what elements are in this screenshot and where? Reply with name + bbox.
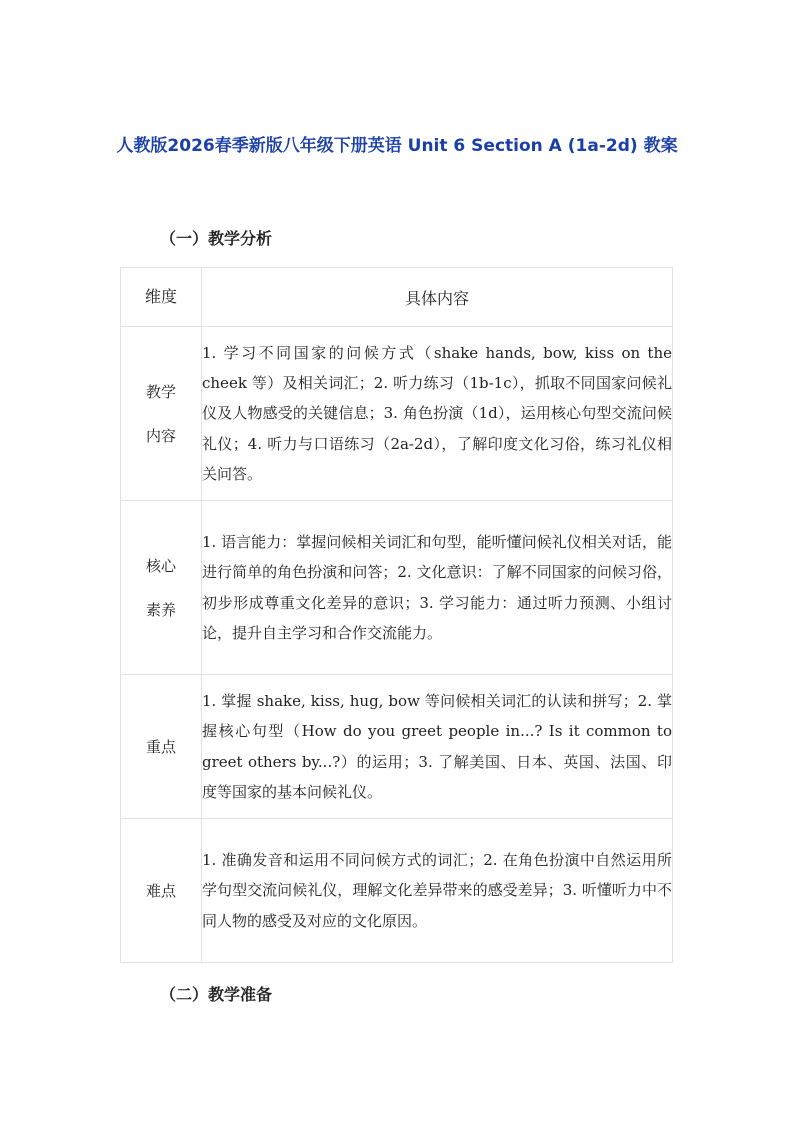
row-dimension-cell xyxy=(121,819,202,963)
row-dimension-cell xyxy=(121,501,202,675)
section-heading-teaching-preparation: （二）教学准备 xyxy=(160,985,273,1004)
row-dimension-label: 核心素养 xyxy=(145,556,176,619)
row-content-cell: 1. 准确发音和运用不同问候方式的词汇；2. 在角色扮演中自然运用所学句型交流问候礼仪，理解文化差异带来的感受差异；3. 听懂听力中不同人物的感受及对应的文化原因。 xyxy=(202,819,673,963)
row-dimension-cell xyxy=(121,675,202,819)
row-dimension-label: 重点 xyxy=(145,737,176,756)
table-header-dimension: 维度 xyxy=(121,268,202,327)
table-header-row xyxy=(121,268,673,327)
table-row xyxy=(121,675,673,819)
teaching-analysis-table xyxy=(120,267,673,963)
document-title: 人教版2026春季新版八年级下册英语 Unit 6 Section A (1a-2d) 教案 xyxy=(116,136,678,156)
table-header-content: 具体内容 xyxy=(202,268,673,327)
table-row xyxy=(121,327,673,501)
row-content-cell: 1. 语言能力：掌握问候相关词汇和句型，能听懂问候礼仪相关对话，能进行简单的角色扮演和问答；2. 文化意识：了解不同国家的问候习俗，初步形成尊重文化差异的意识；3. 学习能力：通过听力预测、小组讨论，提升自主学习和合作交流能力。 xyxy=(202,501,673,675)
row-dimension-cell xyxy=(121,327,202,501)
table-row xyxy=(121,501,673,675)
row-content-cell: 1. 学习不同国家的问候方式（shake hands, bow, kiss on the cheek 等）及相关词汇；2. 听力练习（1b-1c），抓取不同国家问候礼仪及人物感受的关键信息；3. 角色扮演（1d），运用核心句型交流问候礼仪；4. 听力与口语练习（2a-2d），了解印度文化习俗，练习礼仪相关问答。 xyxy=(202,327,673,501)
section-heading-teaching-analysis: （一）教学分析 xyxy=(160,229,273,248)
table-row xyxy=(121,819,673,963)
row-content-cell: 1. 掌握 shake, kiss, hug, bow 等问候相关词汇的认读和拼写；2. 掌握核心句型（How do you greet people in...? Is it common to greet others by...?）的运用；3. 了解美国、日本、英国、法国、印度等国家的基本问候礼仪。 xyxy=(202,675,673,819)
row-dimension-label: 教学内容 xyxy=(145,382,176,445)
row-dimension-label: 难点 xyxy=(145,881,176,900)
